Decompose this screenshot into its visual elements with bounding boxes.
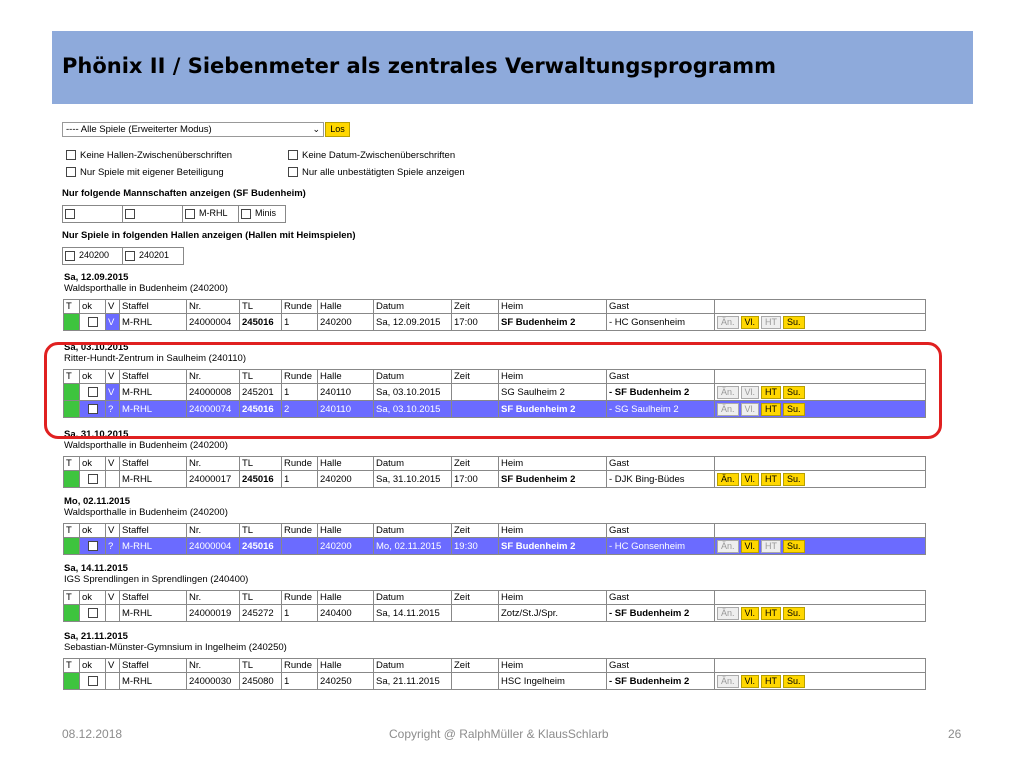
gast-cell: - SG Saulheim 2 (607, 401, 715, 418)
column-header: Runde (282, 659, 318, 673)
confirm-checkbox[interactable] (88, 474, 98, 484)
deadline-button[interactable]: Vl. (741, 675, 760, 688)
halls-filter (62, 247, 184, 265)
runde-cell: 1 (282, 605, 318, 622)
staffel-cell: M-RHL (120, 538, 187, 555)
column-header: Nr. (187, 524, 240, 538)
column-header: ok (80, 524, 106, 538)
ht-button[interactable]: HT (761, 540, 781, 553)
day-heading: Mo, 02.11.2015 (64, 496, 131, 507)
checkbox[interactable] (66, 167, 76, 177)
zeit-cell (452, 605, 499, 622)
actions-cell (715, 471, 926, 488)
zeit-cell (452, 673, 499, 690)
column-header: ok (80, 591, 106, 605)
table-row[interactable] (64, 673, 926, 690)
checkbox[interactable] (288, 150, 298, 160)
staffel-cell: M-RHL (120, 673, 187, 690)
column-header: TL (240, 300, 282, 314)
actions-cell (715, 314, 926, 331)
column-header (715, 457, 926, 471)
staffel-cell: M-RHL (120, 471, 187, 488)
column-header: Nr. (187, 370, 240, 384)
halle-cell: 240250 (318, 673, 374, 690)
nr-cell: 24000004 (187, 538, 240, 555)
heim-cell: SF Budenheim 2 (499, 401, 607, 418)
column-header: Gast (607, 370, 715, 384)
column-header: Gast (607, 457, 715, 471)
deadline-button[interactable]: Vl. (741, 403, 760, 416)
datum-cell: Sa, 03.10.2015 (374, 384, 452, 401)
checkbox[interactable] (66, 150, 76, 160)
edit-button[interactable]: Än. (717, 607, 739, 620)
heim-cell: SF Budenheim 2 (499, 538, 607, 555)
v-cell: V (106, 384, 120, 401)
column-header: Datum (374, 524, 452, 538)
actions-cell (715, 605, 926, 622)
nr-cell: 24000004 (187, 314, 240, 331)
ht-button[interactable]: HT (761, 473, 781, 486)
hall-filter-item[interactable]: 240201 (123, 248, 183, 264)
staffel-cell: M-RHL (120, 314, 187, 331)
edit-button[interactable]: Än. (717, 386, 739, 399)
ok-cell (80, 538, 106, 555)
column-header: T (64, 659, 80, 673)
v-cell (106, 471, 120, 488)
actions-cell (715, 538, 926, 555)
edit-button[interactable]: Än. (717, 473, 739, 486)
column-header (715, 300, 926, 314)
column-header: Datum (374, 591, 452, 605)
hall-filter-item[interactable]: 240200 (63, 248, 123, 264)
column-header: ok (80, 659, 106, 673)
mode-select[interactable] (62, 122, 324, 137)
column-header: Halle (318, 300, 374, 314)
runde-cell: 1 (282, 314, 318, 331)
tl-cell: 245201 (240, 384, 282, 401)
column-header: Staffel (120, 370, 187, 384)
column-header: T (64, 300, 80, 314)
column-header: Halle (318, 591, 374, 605)
table-row[interactable] (64, 314, 926, 331)
footer-copyright: Copyright @ RalphMüller & KlausSchlarb (389, 727, 609, 741)
column-header: V (106, 524, 120, 538)
hall-heading: Waldsporthalle in Budenheim (240200) (64, 507, 228, 518)
v-cell (106, 673, 120, 690)
footer-date: 08.12.2018 (62, 727, 123, 741)
hall-heading: Ritter-Hundt-Zentrum in Saulheim (240110) (64, 353, 246, 364)
datum-cell: Sa, 31.10.2015 (374, 471, 452, 488)
column-header: Staffel (120, 591, 187, 605)
footer-page-number: 26 (948, 727, 962, 741)
column-header: Gast (607, 300, 715, 314)
edit-button[interactable]: Än. (717, 403, 739, 416)
confirm-checkbox[interactable] (88, 317, 98, 327)
tl-cell: 245016 (240, 401, 282, 418)
nr-cell: 24000017 (187, 471, 240, 488)
runde-cell (282, 538, 318, 555)
table-header-row (64, 659, 926, 673)
actions-cell (715, 673, 926, 690)
table-row[interactable] (64, 538, 926, 555)
games-table (63, 590, 926, 622)
column-header: TL (240, 524, 282, 538)
status-cell (64, 314, 80, 331)
column-header: TL (240, 370, 282, 384)
games-table (63, 658, 926, 690)
team-filter-item[interactable]: M-RHL (183, 206, 239, 222)
ht-button[interactable]: HT (761, 607, 781, 620)
deadline-button[interactable]: Vl. (741, 316, 760, 329)
column-header: Zeit (452, 659, 499, 673)
column-header: Zeit (452, 524, 499, 538)
column-header: Runde (282, 300, 318, 314)
runde-cell: 2 (282, 401, 318, 418)
table-header-row (64, 457, 926, 471)
deadline-button[interactable]: Vl. (741, 540, 760, 553)
confirm-checkbox[interactable] (88, 608, 98, 618)
column-header: T (64, 591, 80, 605)
tl-cell: 245272 (240, 605, 282, 622)
halle-cell: 240200 (318, 471, 374, 488)
tl-cell: 245080 (240, 673, 282, 690)
su-button[interactable]: Su. (783, 403, 805, 416)
edit-button[interactable]: Än. (717, 675, 739, 688)
teams-filter (62, 205, 286, 223)
team-filter-item[interactable]: Minis (239, 206, 285, 222)
su-button[interactable]: Su. (783, 675, 805, 688)
deadline-button[interactable]: Vl. (741, 473, 760, 486)
tl-cell: 245016 (240, 538, 282, 555)
column-header: T (64, 457, 80, 471)
day-heading: Sa, 21.11.2015 (64, 631, 128, 642)
column-header: Zeit (452, 457, 499, 471)
v-cell: ? (106, 401, 120, 418)
hall-heading: Waldsporthalle in Budenheim (240200) (64, 440, 228, 451)
column-header: Gast (607, 591, 715, 605)
slide-title: Phönix II / Siebenmeter als zentrales Verwaltungsprogramm (62, 54, 777, 78)
column-header (715, 591, 926, 605)
v-cell: ? (106, 538, 120, 555)
halls-heading: Nur Spiele in folgenden Hallen anzeigen (Hallen mit Heimspielen) (62, 230, 356, 241)
column-header: Zeit (452, 370, 499, 384)
staffel-cell: M-RHL (120, 605, 187, 622)
column-header: Nr. (187, 659, 240, 673)
column-header: Gast (607, 659, 715, 673)
ht-button[interactable]: HT (761, 386, 781, 399)
zeit-cell: 19:30 (452, 538, 499, 555)
staffel-cell: M-RHL (120, 384, 187, 401)
title-banner (52, 31, 973, 104)
option-own-games[interactable]: Nur Spiele mit eigener Beteiligung (66, 167, 224, 178)
nr-cell: 24000074 (187, 401, 240, 418)
checkbox[interactable] (288, 167, 298, 177)
edit-button[interactable]: Än. (717, 540, 739, 553)
column-header: Datum (374, 659, 452, 673)
column-header: Halle (318, 524, 374, 538)
heim-cell: Zotz/St.J/Spr. (499, 605, 607, 622)
column-header: TL (240, 659, 282, 673)
status-cell (64, 673, 80, 690)
heim-cell: SG Saulheim 2 (499, 384, 607, 401)
heim-cell: HSC Ingelheim (499, 673, 607, 690)
column-header: Staffel (120, 457, 187, 471)
gast-cell: - DJK Bing-Büdes (607, 471, 715, 488)
datum-cell: Mo, 02.11.2015 (374, 538, 452, 555)
column-header: Heim (499, 524, 607, 538)
datum-cell: Sa, 14.11.2015 (374, 605, 452, 622)
status-cell (64, 471, 80, 488)
v-cell (106, 605, 120, 622)
staffel-cell: M-RHL (120, 401, 187, 418)
zeit-cell: 17:00 (452, 314, 499, 331)
column-header: V (106, 300, 120, 314)
zeit-cell: 17:00 (452, 471, 499, 488)
column-header: Datum (374, 370, 452, 384)
runde-cell: 1 (282, 471, 318, 488)
runde-cell: 1 (282, 673, 318, 690)
table-header-row (64, 524, 926, 538)
deadline-button[interactable]: Vl. (741, 607, 760, 620)
column-header: Datum (374, 300, 452, 314)
column-header: TL (240, 591, 282, 605)
column-header: V (106, 457, 120, 471)
su-button[interactable]: Su. (783, 607, 805, 620)
column-header: Runde (282, 591, 318, 605)
games-table (63, 456, 926, 488)
day-heading: Sa, 12.09.2015 (64, 272, 129, 283)
hall-heading: Waldsporthalle in Budenheim (240200) (64, 283, 228, 294)
gast-cell: - HC Gonsenheim (607, 314, 715, 331)
column-header: T (64, 370, 80, 384)
hall-heading: Sebastian-Münster-Gymnsium in Ingelheim (240250) (64, 642, 287, 653)
go-button[interactable]: Los (325, 122, 350, 137)
option-unconfirmed[interactable]: Nur alle unbestätigten Spiele anzeigen (288, 167, 465, 178)
datum-cell: Sa, 03.10.2015 (374, 401, 452, 418)
team-filter-item[interactable] (63, 206, 123, 222)
halle-cell: 240110 (318, 384, 374, 401)
column-header: Nr. (187, 300, 240, 314)
column-header: ok (80, 370, 106, 384)
column-header: Heim (499, 300, 607, 314)
column-header: Heim (499, 457, 607, 471)
table-header-row (64, 591, 926, 605)
column-header: ok (80, 457, 106, 471)
column-header: Runde (282, 370, 318, 384)
column-header: Heim (499, 370, 607, 384)
ok-cell (80, 673, 106, 690)
column-header: V (106, 370, 120, 384)
ok-cell (80, 314, 106, 331)
column-header: Halle (318, 457, 374, 471)
tl-cell: 245016 (240, 314, 282, 331)
day-heading: Sa, 03.10.2015 (64, 342, 129, 353)
ok-cell (80, 605, 106, 622)
column-header: Runde (282, 457, 318, 471)
status-cell (64, 605, 80, 622)
mode-select-value: ---- Alle Spiele (Erweiterter Modus) (66, 124, 212, 135)
column-header: Datum (374, 457, 452, 471)
tl-cell: 245016 (240, 471, 282, 488)
column-header: Staffel (120, 659, 187, 673)
column-header: Zeit (452, 300, 499, 314)
gast-cell: - SF Budenheim 2 (607, 605, 715, 622)
ht-button[interactable]: HT (761, 316, 781, 329)
column-header: V (106, 659, 120, 673)
v-cell: V (106, 314, 120, 331)
edit-button[interactable]: Än. (717, 316, 739, 329)
day-heading: Sa, 14.11.2015 (64, 563, 128, 574)
confirm-checkbox[interactable] (88, 676, 98, 686)
halle-cell: 240200 (318, 538, 374, 555)
datum-cell: Sa, 21.11.2015 (374, 673, 452, 690)
highlight-frame (44, 342, 942, 439)
option-no-hall-headings[interactable]: Keine Hallen-Zwischenüberschriften (66, 150, 232, 161)
column-header: Staffel (120, 300, 187, 314)
halle-cell: 240110 (318, 401, 374, 418)
su-button[interactable]: Su. (783, 386, 805, 399)
nr-cell: 24000008 (187, 384, 240, 401)
runde-cell: 1 (282, 384, 318, 401)
day-heading: Sa, 31.10.2015 (64, 429, 129, 440)
column-header: T (64, 524, 80, 538)
heim-cell: SF Budenheim 2 (499, 314, 607, 331)
column-header: Heim (499, 659, 607, 673)
chevron-down-icon: ⌄ (312, 124, 320, 134)
gast-cell: - HC Gonsenheim (607, 538, 715, 555)
column-header: Halle (318, 370, 374, 384)
su-button[interactable]: Su. (783, 473, 805, 486)
ok-cell (80, 471, 106, 488)
ht-button[interactable]: HT (761, 675, 781, 688)
heim-cell: SF Budenheim 2 (499, 471, 607, 488)
column-header: ok (80, 300, 106, 314)
teams-heading: Nur folgende Mannschaften anzeigen (SF Budenheim) (62, 188, 306, 199)
column-header (715, 659, 926, 673)
hall-heading: IGS Sprendlingen in Sprendlingen (240400) (64, 574, 249, 585)
column-header: Nr. (187, 591, 240, 605)
column-header (715, 524, 926, 538)
gast-cell: - SF Budenheim 2 (607, 384, 715, 401)
column-header: Runde (282, 524, 318, 538)
column-header: Zeit (452, 591, 499, 605)
table-row[interactable] (64, 471, 926, 488)
column-header: Halle (318, 659, 374, 673)
column-header: Staffel (120, 524, 187, 538)
confirm-checkbox[interactable] (88, 541, 98, 551)
ht-button[interactable]: HT (761, 403, 781, 416)
games-table (63, 523, 926, 555)
column-header: TL (240, 457, 282, 471)
su-button[interactable]: Su. (783, 540, 805, 553)
su-button[interactable]: Su. (783, 316, 805, 329)
gast-cell: - SF Budenheim 2 (607, 673, 715, 690)
column-header: Heim (499, 591, 607, 605)
table-header-row (64, 300, 926, 314)
team-filter-item[interactable] (123, 206, 183, 222)
deadline-button[interactable]: Vl. (741, 386, 760, 399)
column-header: Gast (607, 524, 715, 538)
table-row[interactable] (64, 605, 926, 622)
option-no-date-headings[interactable]: Keine Datum-Zwischenüberschriften (288, 150, 455, 161)
nr-cell: 24000019 (187, 605, 240, 622)
column-header: Nr. (187, 457, 240, 471)
status-cell (64, 538, 80, 555)
nr-cell: 24000030 (187, 673, 240, 690)
column-header: V (106, 591, 120, 605)
datum-cell: Sa, 12.09.2015 (374, 314, 452, 331)
games-table (63, 299, 926, 331)
halle-cell: 240200 (318, 314, 374, 331)
halle-cell: 240400 (318, 605, 374, 622)
